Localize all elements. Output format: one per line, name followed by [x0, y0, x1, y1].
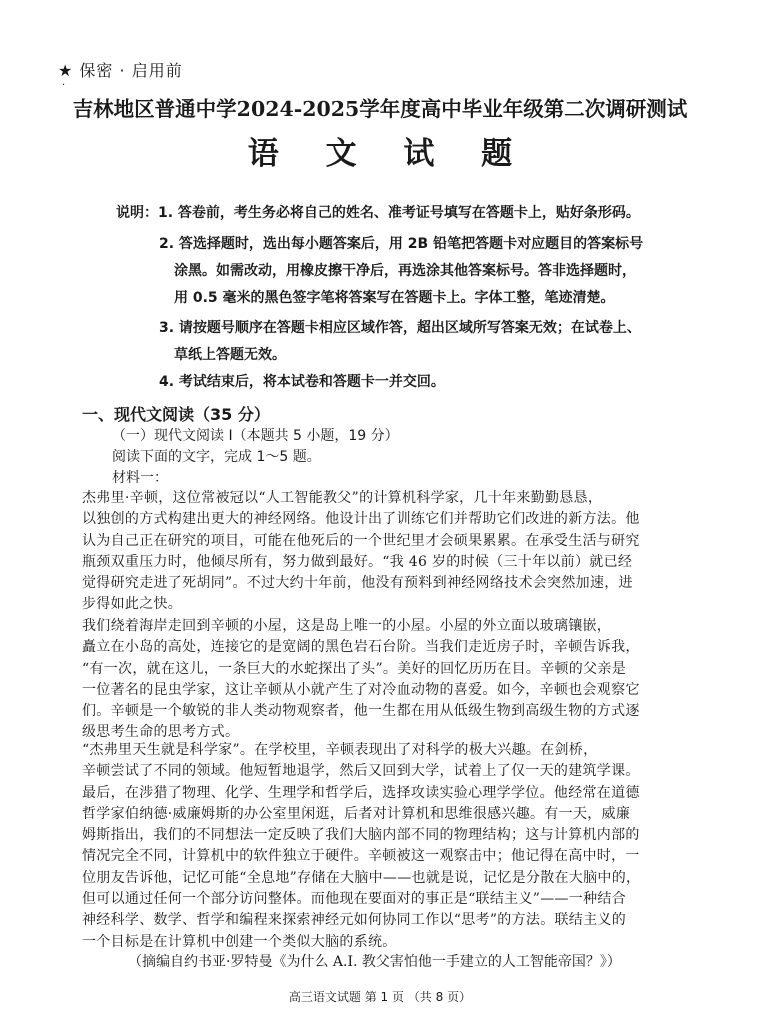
confidential-label: ★ 保密 · 启用前 [58, 61, 183, 80]
passage-line: 但可以通过任何一个部分访问整体。而他现在要面对的事正是“联结主义”——一种结合 [82, 891, 627, 908]
passage-line: 最后，在涉猎了物理、化学、生理学和哲学后，选择攻读实验心理学学位。他经常在道德 [82, 784, 640, 801]
subject-title: 语 文 试 题 [247, 136, 531, 172]
passage-line: 杰弗里·辛顿，这位常被冠以“人工智能教父”的计算机科学家，几十年来勤勤恳恳， [82, 490, 603, 506]
section-subheading: （一）现代文阅读 I（本题共 5 小题，19 分） [112, 428, 399, 444]
passage-source: （摘编自约书亚·罗特曼《为什么 A.I. 教父害怕他一手建立的人工智能帝国？》） [128, 954, 621, 970]
passage-line: 辛顿尝试了不同的领域。他短暂地退学，然后又回到大学，试着上了仅一天的建筑学课。 [82, 763, 640, 780]
page-footer: 高三语文试题 第 1 页 （共 8 页） [288, 990, 472, 1004]
passage-line: 我们绕着海岸走回到辛顿的小屋，这是岛上唯一的小屋。小屋的外立面以玻璃镶嵌， [82, 618, 612, 634]
passage-line: 矗立在小岛的高处，连接它的是宽阔的黑色岩石台阶。当我们走近房子时，辛顿告诉我， [82, 639, 640, 656]
reading-instruction: 阅读下面的文字，完成 1～5 题。 [112, 449, 321, 465]
passage-line: 神经科学、数学、哲学和编程来探索神经元如何协同工作以“思考”的方法。联结主义的 [82, 912, 627, 929]
passage-line: 一个目标是在计算机中创建一个类似大脑的系统。 [82, 933, 397, 950]
passage-line: 级思考生命的思考方式。 [82, 724, 240, 741]
instruction-line-2: 2. 答选择题时，选出每小题答案后，用 2B 铅笔把答题卡对应题目的答案标号 [159, 236, 644, 252]
exam-title: 吉林地区普通中学2024-2025学年度高中毕业年级第二次调研测试 [72, 97, 688, 121]
passage-line: 姆斯指出，我们的不同想法一定反映了我们大脑内部不同的物理结构；这与计算机内部的 [82, 827, 640, 844]
passage-paragraph-3 [82, 740, 688, 953]
passage-line: 情况完全不同，计算机中的软件独立于硬件。辛顿被这一观察击中；他记得在高中时，一 [82, 848, 640, 865]
passage-line: 位朋友告诉他，记忆可能“全息地”存储在大脑中——也就是说，记忆是分散在大脑中的， [82, 869, 641, 886]
instruction-line-5: 3. 请按题号顺序在答题卡相应区域作答，超出区域所写答案无效；在试卷上、 [159, 320, 641, 336]
passage-line: 步得如此之快。 [82, 596, 183, 613]
passage-line: 们。辛顿是一个敏锐的非人类动物观察者，他一生都在用从低级生物到高级生物的方式逐 [82, 703, 640, 720]
passage-line: 瓶颈双重压力时，他倾尽所有，努力做到最好。“我 46 岁的时候（三十年以前）就已经 [82, 553, 633, 570]
passage-line: 一位著名的昆虫学家，这让辛顿从小就产生了对冷血动物的喜爱。如今，辛顿也会观察它 [82, 681, 640, 698]
section-heading: 一、现代文阅读（35 分） [82, 405, 270, 424]
passage-line: 觉得研究走进了死胡同”。不过大约十年前，他没有预料到神经网络技术会突然加速，进 [82, 575, 633, 592]
instruction-line-3: 涂黑。如需改动，用橡皮擦干净后，再选涂其他答案标号。答非选择题时， [174, 263, 636, 279]
material-label: 材料一： [112, 470, 168, 486]
instruction-line-6: 草纸上答题无效。 [174, 347, 286, 363]
passage-paragraph-1 [82, 488, 688, 616]
passage-line: “有一次，就在这儿，一条巨大的水蛇探出了头”。美好的回忆历历在目。辛顿的父亲是 [82, 660, 627, 677]
instruction-line-7: 4. 考试结束后，将本试卷和答题卡一并交回。 [159, 374, 445, 390]
passage-line: “杰弗里天生就是科学家”。在学校里，辛顿表现出了对科学的极大兴趣。在剑桥， [82, 742, 598, 758]
instruction-line-4: 用 0.5 毫米的黑色签字笔将答案写在答题卡上。字体工整，笔迹清楚。 [174, 290, 615, 306]
passage-line: 认为自己正在研究的项目，可能在他死后的一个世纪里才会硕果累累。在承受生活与研究 [82, 532, 640, 549]
instruction-line-1: 说明：1. 答卷前，考生务必将自己的姓名、准考证号填写在答题卡上，贴好条形码。 [116, 205, 640, 221]
passage-paragraph-2 [82, 616, 688, 744]
passage-line: 哲学家伯纳德·威廉姆斯的办公室里闲逛，后者对计算机和思维很感兴趣。有一天，威廉 [82, 805, 631, 822]
passage-line: 以独创的方式构建出更大的神经网络。他设计出了训练它们并帮助它们改进的新方法。他 [82, 511, 640, 528]
header-dot: · [62, 80, 66, 91]
